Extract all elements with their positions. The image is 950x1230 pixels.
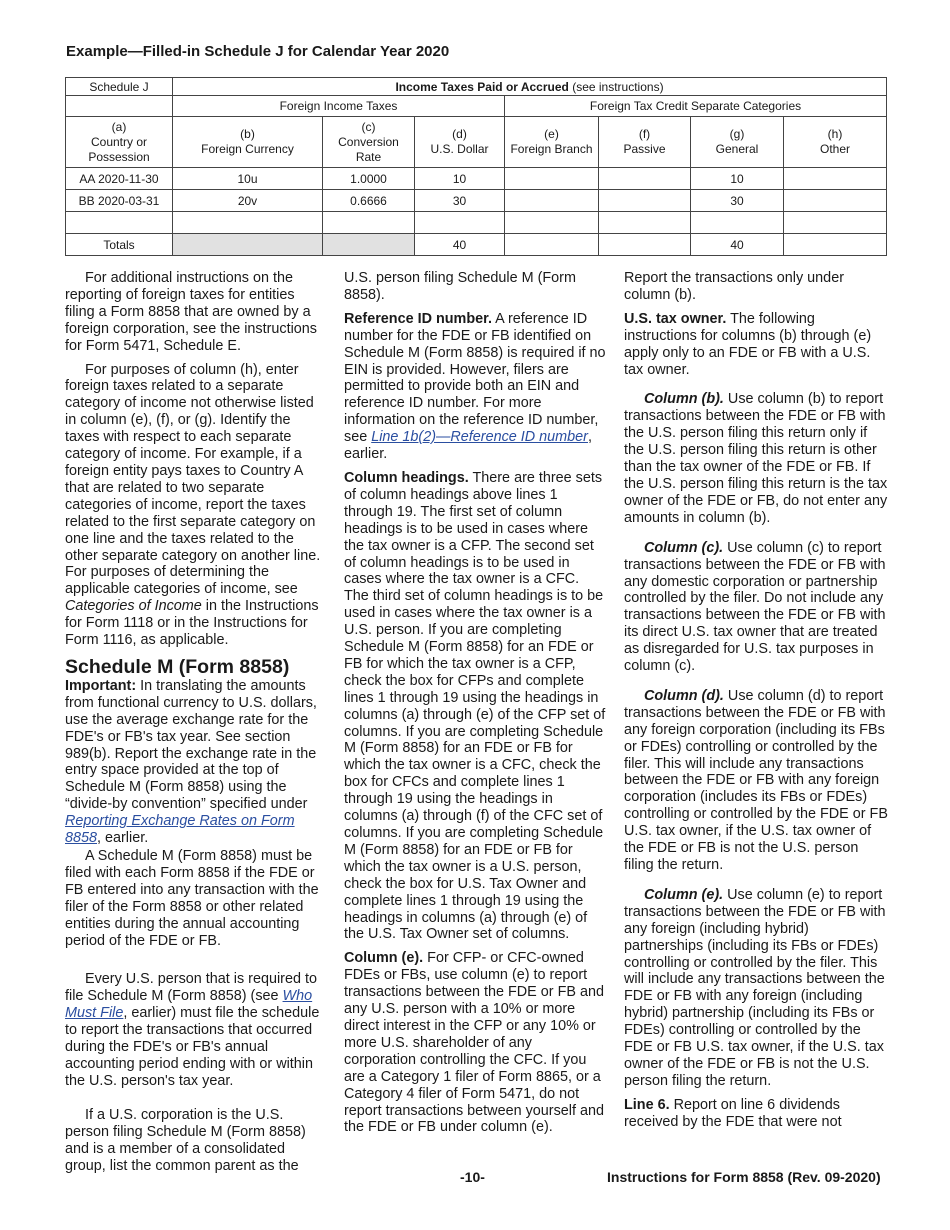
table-cell	[415, 212, 505, 234]
table-cell: 1.0000	[323, 168, 415, 190]
table-cell	[599, 234, 691, 256]
table-cell: 10u	[173, 168, 323, 190]
table-cell	[173, 212, 323, 234]
column-label: Foreign Currency	[201, 142, 294, 156]
text-run: in the Instructions for Form 1118 or in the Instructions for Form 1116, as applicable.	[65, 598, 319, 649]
table-cell: 20v	[173, 190, 323, 212]
text-run: Report on line 6 dividends received by the FDE that were not	[624, 1096, 842, 1130]
table-header-bold: Income Taxes Paid or Accrued	[395, 79, 569, 94]
column-header	[173, 117, 323, 168]
table-cell: 0.6666	[323, 190, 415, 212]
text-run: For purposes of column (h), enter foreign taxes related to a separate category of income not otherwise listed in column (e), (f), or (g). Identify the taxes with respect to each separate category of income. For example, if a foreign entity pays taxes to Country A that are related to two separate categories of income, report the taxes related to the first separate category on one line and the taxes related to the other separate category on another line. For purposes of determining the applicable categories of income, see	[65, 361, 321, 598]
table-cell	[505, 190, 599, 212]
column-label: U.S. Dollar	[430, 142, 489, 156]
paragraph	[65, 678, 327, 847]
table-cell	[505, 168, 599, 190]
table-cell	[323, 212, 415, 234]
column-letter: (g)	[729, 127, 745, 141]
column-header	[691, 117, 784, 168]
run-in-label: Column headings.	[344, 469, 469, 486]
totals-label: Totals	[66, 234, 173, 256]
text-run: Every U.S. person that is required to file Schedule M (Form 8858) (see	[65, 971, 317, 1005]
run-in-label: Column (c).	[644, 539, 724, 556]
text-run: Use column (e) to report transactions between the FDE or FB with any foreign (including hybrid) partnerships (including its FBs or FDEs) controlling or controlled by the filer. This will include any transactions between the FDE or FB with any foreign (including hybrid) partnership (including its FBs or FDEs) controlling or controlled by the FDE or FB U.S. tax owner, if the U.S. tax owner of the FDE or FB is not the U.S. person filing the return.	[624, 886, 886, 1089]
group-blank	[66, 96, 173, 117]
paragraph	[65, 362, 327, 649]
group-separate-categories: Foreign Tax Credit Separate Categories	[505, 96, 887, 117]
text-run: Use column (d) to report transactions between the FDE or FB with any foreign corporation (including its FBs or FDEs) controlling or controlled by the filer. This will include any transactions between the FDE or FB with any foreign corporation (includes its FBs or FDEs) controlling or controlled by the FDE or FB U.S. tax owner, if the U.S. tax owner of the FDE or FB is not the U.S. person filing the return.	[624, 687, 888, 873]
column-letter: (c)	[361, 119, 376, 134]
table-cell: 10	[691, 168, 784, 190]
paragraph: U.S. person filing Schedule M (Form 8858).	[344, 270, 576, 303]
text-run: A reference ID number for the FDE or FB identified on Schedule M (Form 8858) is required if no EIN is provided. However, filers are permitted to provide both an EIN and reference ID number. For more information on the reference ID number, see	[344, 310, 606, 446]
totals-row	[66, 234, 887, 256]
link-who-must-file[interactable]: Who Must File	[65, 988, 313, 1022]
shaded-cell	[173, 234, 323, 256]
column-header	[66, 117, 173, 168]
column-header	[505, 117, 599, 168]
run-in-label: Column (b).	[644, 391, 724, 408]
table-cell	[505, 212, 599, 234]
column-label: General	[715, 142, 759, 156]
table-cell	[784, 190, 887, 212]
text-column-1	[65, 270, 327, 1181]
run-in-label: Line 6.	[624, 1096, 670, 1113]
column-headers	[66, 117, 887, 168]
text-run: , earlier.	[344, 429, 592, 463]
run-in-label: Important:	[65, 677, 137, 694]
table-cell	[599, 212, 691, 234]
column-letter: (e)	[544, 127, 559, 141]
column-label: Other	[820, 142, 851, 156]
form-footer: Instructions for Form 8858 (Rev. 09-2020)	[607, 1169, 881, 1185]
paragraph: A Schedule M (Form 8858) must be filed with each Form 8858 if the FDE or FB entered into any transaction with the filer of the Form 8858 or other related entities during the annual accounting period of the FDE or FB.	[65, 848, 319, 949]
column-label: Passive	[623, 142, 666, 156]
text-column-2	[344, 270, 606, 1143]
column-label: Foreign Branch	[510, 142, 593, 156]
text-run: In translating the amounts from functional currency to U.S. dollars, use the average exchange rate for the FDE's or FB's tax year. See section 989(b). Report the exchange rate in the entry space provided at the top of Schedule M (Form 8858) using the “divide-by convention” specified under	[65, 677, 317, 813]
text-run: Use column (c) to report transactions between the FDE or FB with any domestic corporation or partnership controlled by the filer. Do not include any transactions between the FDE or FB with its direct U.S. tax owner that are treated as disregarded for U.S. tax purposes in column (c).	[624, 539, 886, 675]
table-cell	[784, 234, 887, 256]
link-reporting-exchange-rates[interactable]: Reporting Exchange Rates on Form 8858	[65, 813, 295, 847]
column-letter: (b)	[240, 127, 255, 141]
run-in-label: Reference ID number.	[344, 310, 492, 327]
table-cell	[599, 168, 691, 190]
paragraph	[65, 971, 327, 1089]
run-in-label: U.S. tax owner.	[624, 310, 727, 327]
link-reference-id-number[interactable]: Line 1b(2)—Reference ID number	[371, 429, 588, 446]
paragraph	[624, 688, 888, 874]
schedule-j-table	[65, 77, 887, 256]
table-cell	[505, 234, 599, 256]
column-header	[784, 117, 887, 168]
text-run: There are three sets of column headings above lines 1 through 19. The first set of column headings is to be used in cases where the tax owner is a CFP. The second set of column headings is to be used in cases where the tax owner is a CFC. The third set of column headings is to be used in cases where the tax owner is a U.S. person. If you are completing Schedule M (Form 8858) for an FDE or FB for which the tax owner is a CFP, check the box for CFPs and complete lines 1 through 19 using the headings in columns (a) through (e) of the CFP set of columns. If you are completing Schedule M (Form 8858) for an FDE or FB for which the tax owner is a CFC, check the box for CFCs and complete lines 1 through 19 using the headings in columns (a) through (f) of the CFC set of columns. If you are completing Schedule M (Form 8858) for an FDE or FB for which the tax owner is a U.S. person, check the box for U.S. Tax Owner and complete lines 1 through 19 using the headings in columns (a) through (e) of the U.S. Tax Owner set of columns.	[344, 469, 606, 943]
column-header	[323, 117, 415, 168]
paragraph: For additional instructions on the reporting of foreign taxes for entities filing a Form 8858 that are owned by a foreign corporation, see the instructions for Form 5471, Schedule E.	[65, 270, 317, 354]
table-cell	[784, 212, 887, 234]
column-header	[415, 117, 505, 168]
section-heading: Schedule M (Form 8858)	[65, 655, 290, 678]
table-header	[173, 78, 887, 96]
table-row	[66, 168, 887, 190]
column-letter: (d)	[452, 127, 467, 141]
table-cell	[66, 212, 173, 234]
text-run: , earlier) must file the schedule to report the transactions that occurred during the FDE's or FB's annual accounting period ending with or within the U.S. person's tax year.	[65, 1005, 320, 1089]
text-run: For CFP- or CFC-owned FDEs or FBs, use column (e) to report transactions between the FDE or FB and any U.S. person with a 10% or more direct interest in the CFP or any 10% or more U.S. shareholder of any corporation controlling the CFC. If you are a Category 1 filer of Form 8865, or a Category 4 filer of Form 5471, do not report transactions between yourself and the FDE or FB under column (e).	[344, 950, 604, 1136]
paragraph	[624, 391, 888, 526]
paragraph	[624, 887, 888, 1090]
text-column-3	[624, 270, 888, 1138]
page-title: Example—Filled-in Schedule J for Calendar Year 2020	[66, 43, 450, 60]
shaded-cell	[323, 234, 415, 256]
paragraph	[624, 540, 888, 675]
paragraph	[344, 950, 606, 1136]
run-in-label: Column (e).	[644, 886, 724, 903]
column-letter: (a)	[111, 119, 127, 134]
paragraph: Report the transactions only under column (b).	[624, 270, 844, 303]
table-cell: 10	[415, 168, 505, 190]
text-run: , earlier.	[97, 830, 149, 847]
table-header-note: (see instructions)	[568, 79, 664, 94]
table-cell	[784, 168, 887, 190]
table-cell	[691, 212, 784, 234]
column-label: Country or Possession	[88, 134, 150, 164]
run-in-label: Column (e).	[344, 950, 424, 967]
group-foreign-income-taxes: Foreign Income Taxes	[173, 96, 505, 117]
column-header	[599, 117, 691, 168]
table-cell: 30	[415, 190, 505, 212]
paragraph	[624, 1097, 888, 1131]
italic-ref: Categories of Income	[65, 598, 202, 615]
text-run: The following instructions for columns (b) through (e) apply only to an FDE or FB with a U.S. tax owner.	[624, 310, 872, 378]
page-number: -10-	[460, 1169, 485, 1185]
column-letter: (f)	[638, 127, 651, 141]
table-cell	[599, 190, 691, 212]
column-label: Conversion Rate	[338, 134, 399, 164]
table-cell: 30	[691, 190, 784, 212]
column-letter: (h)	[827, 127, 843, 141]
total-general: 40	[691, 234, 784, 256]
total-usd: 40	[415, 234, 505, 256]
paragraph: If a U.S. corporation is the U.S. person filing Schedule M (Form 8858) and is a member of a consolidated group, list the common parent as the	[65, 1106, 306, 1174]
table-row	[66, 190, 887, 212]
table-cell: BB 2020-03-31	[66, 190, 173, 212]
paragraph	[624, 311, 888, 379]
table-row	[66, 212, 887, 234]
schedule-label: Schedule J	[66, 78, 173, 96]
run-in-label: Column (d).	[644, 687, 724, 704]
paragraph	[344, 311, 606, 463]
table-cell: AA 2020-11-30	[66, 168, 173, 190]
text-run: Use column (b) to report transactions between the FDE or FB with the U.S. person filing this return only if the U.S. person filing this return is other than the tax owner of the FDE or FB. If the U.S. person filing this return is the tax owner of the FDE or FB, do not enter any amounts in column (b).	[624, 391, 888, 526]
paragraph	[344, 470, 606, 943]
